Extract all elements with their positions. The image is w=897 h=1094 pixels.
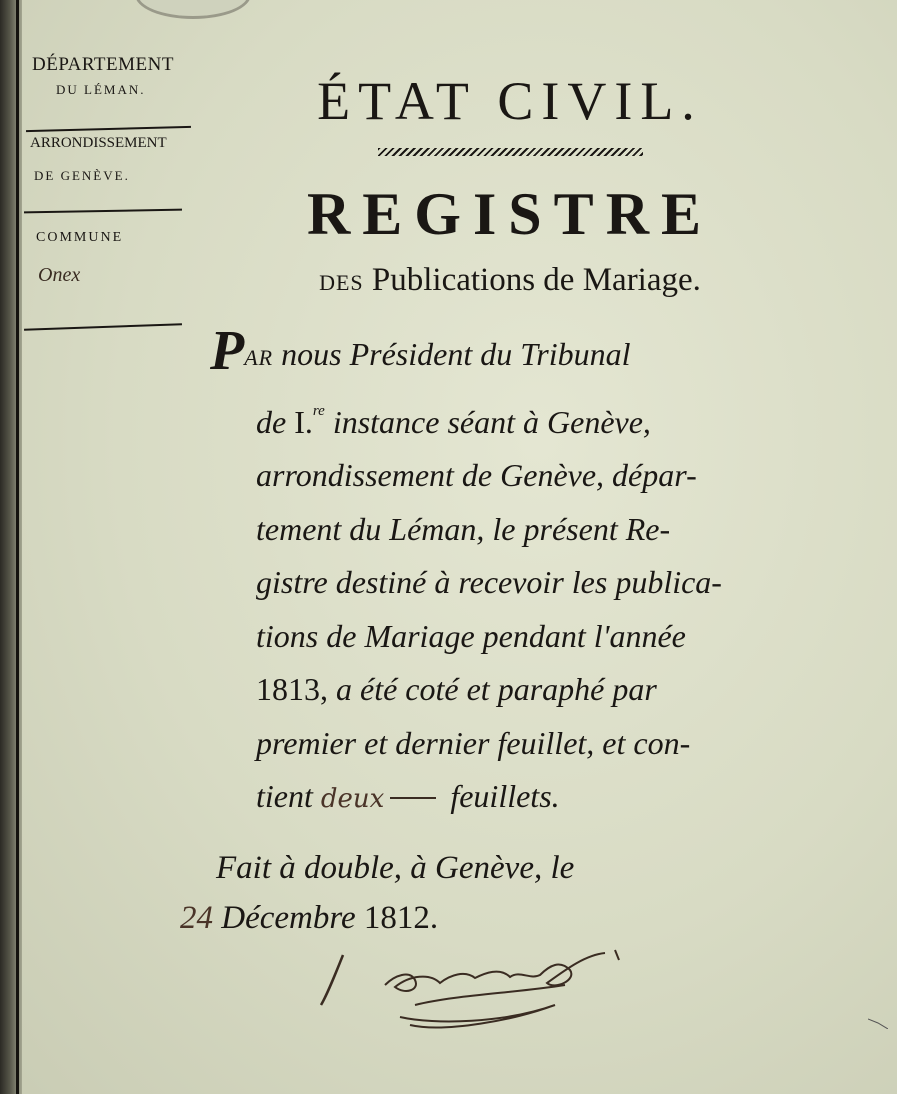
body-text: tient <box>256 778 313 814</box>
closing-fait-a-double: Fait à double, à Genève, le <box>216 850 575 886</box>
body-line: tions de Mariage pendant l'année <box>256 617 686 654</box>
instance-superscript: re <box>312 402 325 419</box>
body-paragraph <box>210 320 830 827</box>
body-line <box>210 770 830 827</box>
instance-number: I. <box>294 403 313 440</box>
body-text: instance séant à Genève, <box>332 403 651 440</box>
date-month: Décembre <box>221 900 356 936</box>
body-text: a été coté et paraphé par <box>336 671 657 707</box>
body-line <box>210 663 830 717</box>
filler-dash <box>390 797 436 799</box>
drop-cap: P <box>210 320 245 382</box>
margin-commune: COMMUNE <box>36 230 124 245</box>
title-registre: REGISTRE <box>306 181 714 247</box>
body-text: feuillets. <box>450 778 560 814</box>
body-line: arrondissement de Genève, dépar- <box>256 457 697 493</box>
margin-du-leman: DU LÉMAN. <box>56 82 146 97</box>
margin-de-geneve: DE GENÈVE. <box>34 168 130 183</box>
binding-rule <box>16 0 19 1094</box>
margin-commune-handwritten: Onex <box>38 264 81 286</box>
body-line: tement du Léman, le présent Re- <box>256 510 671 547</box>
handwritten-count: deux <box>320 784 385 814</box>
small-caps-text: AR <box>244 345 274 370</box>
title-etat-civil: ÉTAT CIVIL. <box>317 71 703 131</box>
body-text: nous Président du Tribunal <box>281 336 631 372</box>
body-text: de <box>256 403 287 440</box>
date-year: 1812. <box>363 900 439 936</box>
subtitle-des: DES <box>319 270 364 295</box>
signature <box>315 945 635 1040</box>
year-1813: 1813, <box>256 671 328 707</box>
date-day-handwritten: 24 <box>180 900 213 936</box>
body-line <box>210 385 830 450</box>
body-line <box>210 320 830 385</box>
punch-hole <box>135 0 251 19</box>
signature-scrawl <box>315 945 635 1040</box>
margin-arrondissement: ARRONDISSEMENT <box>30 135 167 151</box>
margin-rule <box>26 126 191 132</box>
margin-rule <box>24 323 182 331</box>
body-line: gistre destiné à recevoir les publica- <box>256 564 722 600</box>
subtitle-publications: Publications de Mariage. <box>371 262 701 298</box>
margin-rule <box>24 209 182 214</box>
closing-date <box>180 900 438 937</box>
margin-departement: DÉPARTEMENT <box>32 54 174 75</box>
ornamental-rule <box>378 148 643 156</box>
body-line: premier et dernier feuillet, et con- <box>256 724 691 761</box>
subtitle <box>230 262 790 299</box>
paper-mark <box>868 1015 888 1029</box>
